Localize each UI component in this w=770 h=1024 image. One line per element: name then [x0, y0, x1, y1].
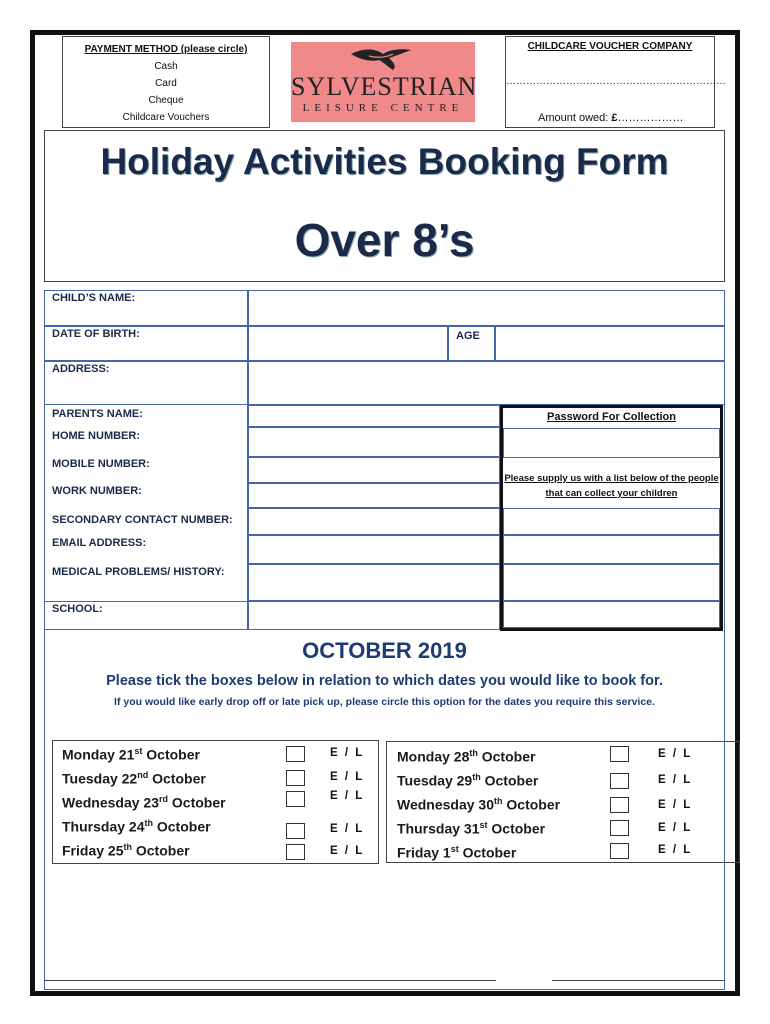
mobile-number-label: MOBILE NUMBER:: [52, 458, 150, 470]
day-label: Wednesday 30: [397, 796, 495, 813]
week1-day-4: [62, 818, 211, 835]
collectors-note: Please supply us with a list below of the people that can collect your children: [504, 473, 719, 499]
day-suffix: st: [479, 820, 488, 830]
week1-checkbox-2[interactable]: [286, 770, 305, 786]
home-number-label: HOME NUMBER:: [52, 430, 140, 442]
age-input[interactable]: [495, 326, 725, 361]
week1-checkbox-1[interactable]: [286, 746, 305, 762]
day-suffix: th: [494, 796, 503, 806]
month-label: October: [477, 748, 536, 765]
week1-day-2: [62, 770, 206, 787]
password-title: Password For Collection: [547, 411, 676, 423]
work-number-label: WORK NUMBER:: [52, 485, 142, 497]
collector-input-3[interactable]: [503, 564, 720, 601]
week1-el-1[interactable]: E / L: [330, 747, 365, 759]
day-label: Monday 21: [62, 746, 135, 763]
medical-label: MEDICAL PROBLEMS/ HISTORY:: [52, 566, 225, 578]
address-input[interactable]: [248, 361, 725, 405]
collector-input-4[interactable]: [503, 601, 720, 628]
voucher-company-field[interactable]: …………………………………………………………: [506, 76, 726, 87]
month-label: October: [502, 796, 561, 813]
week2-checkbox-2[interactable]: [610, 773, 629, 789]
secondary-contact-label: SECONDARY CONTACT NUMBER:: [52, 514, 233, 526]
week1-el-2[interactable]: E / L: [330, 771, 365, 783]
month-label: October: [131, 842, 190, 859]
month-label: October: [458, 844, 517, 861]
form-subtitle: Over 8’s: [294, 214, 475, 266]
day-suffix: th: [123, 842, 132, 852]
home-number-input[interactable]: [248, 427, 500, 457]
week1-checkbox-3[interactable]: [286, 791, 305, 807]
email-label: EMAIL ADDRESS:: [52, 537, 147, 549]
week2-day-1: [397, 748, 535, 765]
parents-name-input[interactable]: [248, 405, 500, 427]
dob-input[interactable]: [248, 326, 448, 361]
week1-day-1: [62, 746, 200, 763]
medical-input[interactable]: [248, 564, 500, 601]
address-label: ADDRESS:: [52, 363, 110, 375]
payment-option-card[interactable]: Card: [155, 78, 177, 89]
age-label: AGE: [456, 330, 480, 342]
week2-checkbox-3[interactable]: [610, 797, 629, 813]
day-suffix: st: [134, 746, 143, 756]
month-label: October: [142, 746, 200, 763]
week2-el-1[interactable]: E / L: [658, 748, 693, 760]
payment-option-cash[interactable]: Cash: [154, 61, 178, 72]
week2-day-4: [397, 820, 545, 837]
form-title: Holiday Activities Booking Form: [100, 141, 669, 182]
month-label: October: [480, 772, 539, 789]
voucher-company-title: CHILDCARE VOUCHER COMPANY: [527, 41, 693, 52]
month-title: OCTOBER 2019: [302, 638, 467, 663]
school-label: SCHOOL:: [52, 603, 103, 615]
swooping-bird-icon: [349, 46, 413, 72]
day-suffix: st: [450, 844, 459, 854]
amount-owed-blank: ………………: [617, 112, 684, 124]
week2-day-5: [397, 844, 516, 861]
week2-checkbox-1[interactable]: [610, 746, 629, 762]
month-label: October: [152, 818, 211, 835]
day-suffix: nd: [137, 770, 149, 780]
title-box: [44, 130, 725, 282]
email-input[interactable]: [248, 535, 500, 564]
payment-option-cheque[interactable]: Cheque: [148, 95, 184, 106]
child-name-label: CHILD’S NAME:: [52, 292, 136, 304]
day-label: Friday 25: [62, 842, 124, 859]
circle-instructions: If you would like early drop off or late pick up, please circle this option for the dates you require this service.: [114, 696, 655, 708]
currency-symbol: £: [611, 112, 618, 124]
day-label: Tuesday 29: [397, 772, 473, 789]
day-label: Thursday 31: [397, 820, 480, 837]
collector-input-1[interactable]: [503, 508, 720, 535]
day-suffix: th: [144, 818, 153, 828]
week2-el-3[interactable]: E / L: [658, 799, 693, 811]
work-number-input[interactable]: [248, 483, 500, 508]
payment-method-title: PAYMENT METHOD (please circle): [84, 44, 248, 55]
week2-el-5[interactable]: E / L: [658, 844, 693, 856]
week2-el-4[interactable]: E / L: [658, 822, 693, 834]
amount-owed-label: Amount owed:: [538, 112, 612, 124]
month-label: October: [148, 770, 206, 787]
week1-el-3[interactable]: E / L: [330, 790, 365, 802]
week1-day-5: [62, 842, 190, 859]
week1-el-5[interactable]: E / L: [330, 845, 365, 857]
day-suffix: th: [469, 748, 478, 758]
child-name-input[interactable]: [248, 290, 725, 326]
day-label: Monday 28: [397, 748, 470, 765]
day-suffix: rd: [159, 794, 169, 804]
day-label: Wednesday 23: [62, 794, 160, 811]
amount-owed-field[interactable]: [538, 112, 684, 124]
collector-input-2[interactable]: [503, 535, 720, 564]
voucher-company-box: [505, 36, 726, 128]
payment-method-box: [62, 36, 270, 128]
secondary-contact-input[interactable]: [248, 508, 500, 535]
tick-instructions: Please tick the boxes below in relation to which dates you would like to book for.: [106, 673, 663, 689]
week1-day-3: [62, 794, 226, 811]
dob-label: DATE OF BIRTH:: [52, 328, 140, 340]
day-label: Tuesday 22: [62, 770, 138, 787]
password-input[interactable]: [503, 428, 720, 458]
week1-checkbox-5[interactable]: [286, 844, 305, 860]
signature-line-right: [552, 980, 724, 981]
month-label: October: [487, 820, 546, 837]
day-label: Friday 1: [397, 844, 451, 861]
week2-day-2: [397, 772, 538, 789]
mobile-number-input[interactable]: [248, 457, 500, 483]
sylvestrian-logo: [291, 42, 478, 122]
payment-option-vouchers[interactable]: Childcare Vouchers: [122, 112, 210, 123]
week2-checkbox-5[interactable]: [610, 843, 629, 859]
logo-name: SYLVESTRIAN: [291, 72, 478, 101]
week2-checkbox-4[interactable]: [610, 820, 629, 836]
month-label: October: [168, 794, 226, 811]
contact-labels-column: [44, 405, 248, 601]
parents-name-label: PARENTS NAME:: [52, 408, 143, 420]
day-label: Thursday 24: [62, 818, 145, 835]
school-input[interactable]: [248, 601, 500, 630]
signature-line-left: [44, 980, 496, 981]
logo-subtitle: LEISURE CENTRE: [302, 102, 464, 114]
week1-checkbox-4[interactable]: [286, 823, 305, 839]
week1-el-4[interactable]: E / L: [330, 823, 365, 835]
week2-day-3: [397, 796, 560, 813]
week2-el-2[interactable]: E / L: [658, 774, 693, 786]
day-suffix: th: [472, 772, 481, 782]
